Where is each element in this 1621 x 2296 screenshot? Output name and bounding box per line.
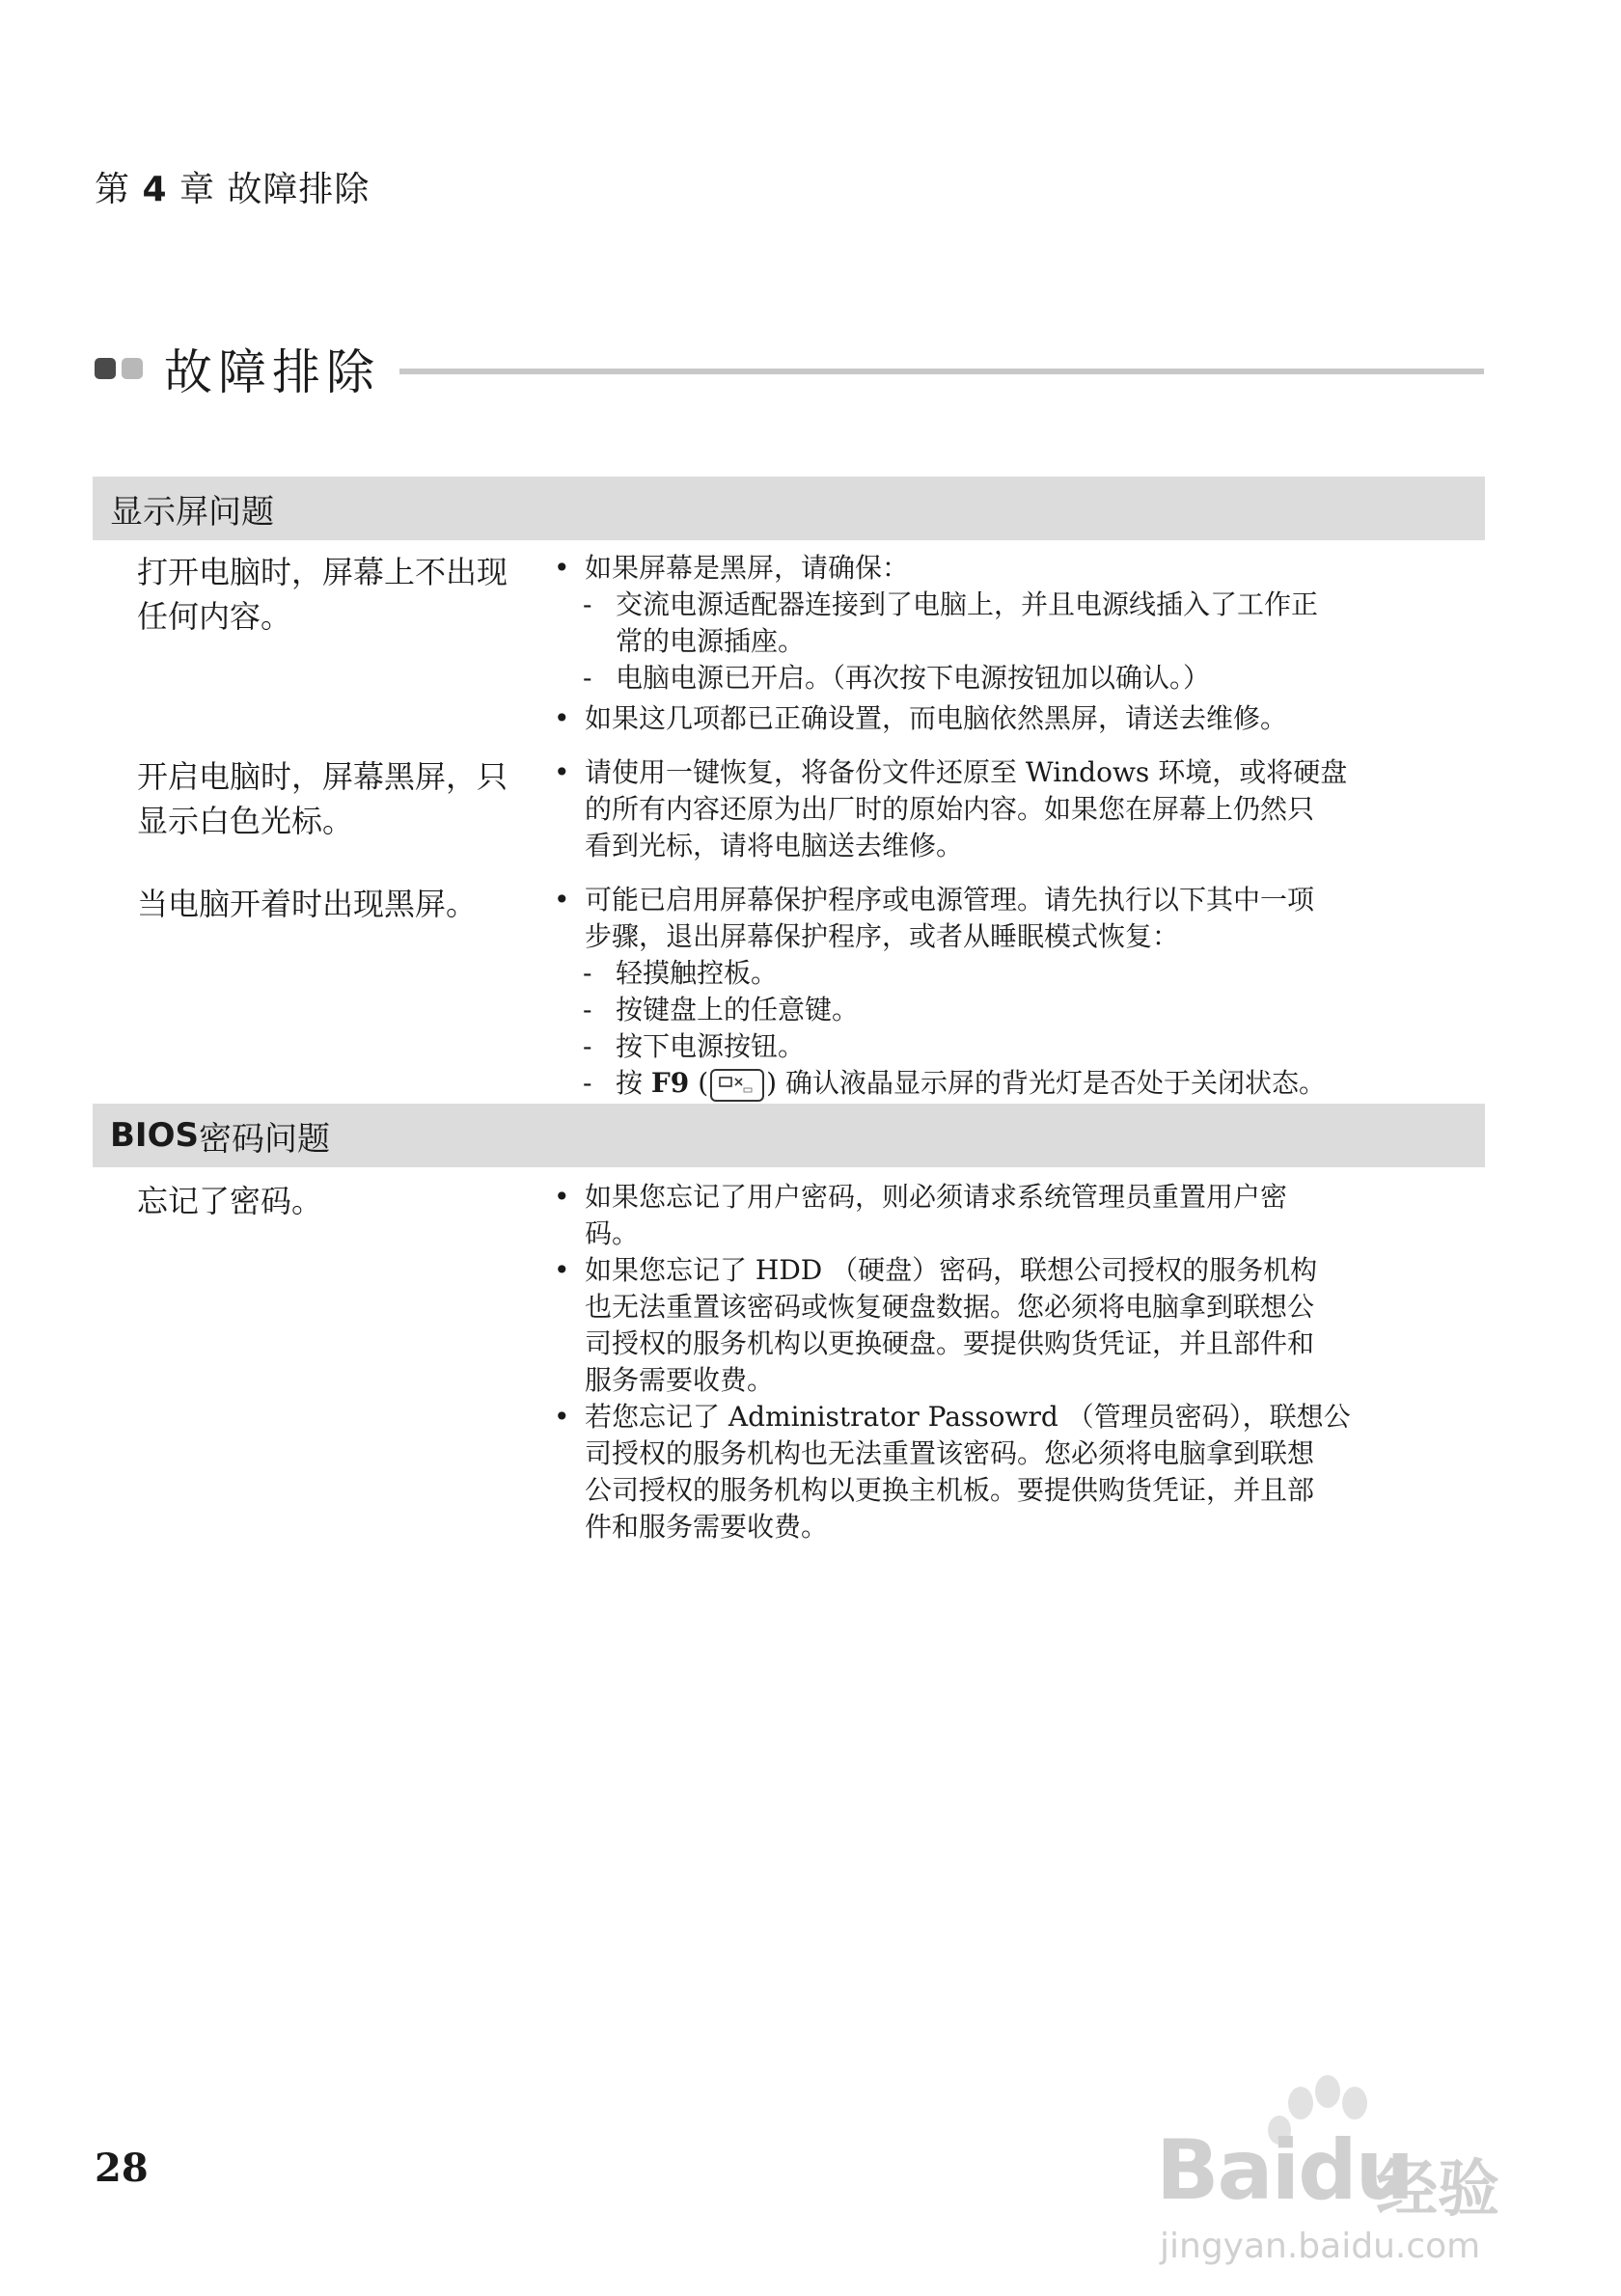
table-row <box>93 754 1485 864</box>
display-off-icon <box>710 1069 764 1102</box>
section-title <box>95 334 1484 403</box>
chapter-number: 4 <box>142 170 168 209</box>
watermark-brand-bai: Bai <box>1156 2122 1299 2219</box>
problem-line: 任何内容。 <box>137 598 292 635</box>
problem-line: 显示白色光标。 <box>137 803 354 839</box>
watermark-url: jingyan.baidu.com <box>1160 2227 1481 2266</box>
section-rule <box>399 369 1484 374</box>
subitem-line: - 按键盘上的任意键。 <box>616 994 860 1025</box>
solution-bullet <box>554 550 1485 587</box>
subitem-line: - 交流电源适配器连接到了电脑上，并且电源线插入了工作正 <box>616 588 1319 620</box>
bullet-line: 也无法重置该密码或恢复硬盘数据。您必须将电脑拿到联想公 <box>585 1291 1315 1323</box>
solution-bullet <box>554 882 1485 955</box>
problem-cell <box>93 882 554 1102</box>
bullet-line: 公司授权的服务机构以更换主机板。要提供购货凭证，并且部 <box>585 1474 1315 1506</box>
subitem-line: - 轻摸触控板。 <box>616 957 779 989</box>
baidu-watermark <box>1156 2064 1561 2277</box>
subitem-line: 常的电源插座。 <box>616 625 806 657</box>
solution-subitem-f9 <box>554 1065 1485 1102</box>
bullet-line: • 若您忘记了 Administrator Passowrd （管理员密码），联想公 <box>585 1401 1351 1433</box>
subitem-line: - 按下电源按钮。 <box>616 1030 806 1062</box>
f9-key-label: F9 <box>650 1067 690 1099</box>
f9-paren-close: ) <box>766 1067 778 1099</box>
chapter-prefix: 第 <box>95 170 131 209</box>
problem-line: 打开电脑时，屏幕上不出现 <box>137 554 508 590</box>
solution-subitem <box>554 955 1485 992</box>
f9-prefix: 按 <box>616 1067 644 1099</box>
bullet-line: 的所有内容还原为出厂时的原始内容。如果您在屏幕上仍然只 <box>585 793 1315 825</box>
category-header-bios <box>93 1104 1485 1167</box>
bullet-line: • 请使用一键恢复，将备份文件还原至 Windows 环境，或将硬盘 <box>585 756 1348 788</box>
bullet-line: • 可能已启用屏幕保护程序或电源管理。请先执行以下其中一项 <box>585 884 1315 916</box>
bullet-line: 司授权的服务机构也无法重置该密码。您必须将电脑拿到联想 <box>585 1437 1315 1469</box>
watermark-brand-du: du <box>1298 2122 1413 2219</box>
f9-paren-open: ( <box>698 1067 709 1099</box>
section-bullet-light-icon <box>122 358 143 379</box>
section-title-text: 故障排除 <box>164 344 380 400</box>
solution-cell <box>554 550 1485 737</box>
category-title: 显示屏问题 <box>110 492 274 532</box>
watermark-cn: 经验 <box>1376 2154 1499 2226</box>
problem-cell <box>93 754 554 864</box>
solution-cell <box>554 882 1485 1102</box>
problem-cell <box>93 550 554 737</box>
bullet-line: 件和服务需要收费。 <box>585 1511 829 1543</box>
solution-subitem <box>554 660 1485 697</box>
chapter-heading <box>95 162 370 211</box>
bullet-line: 司授权的服务机构以更换硬盘。要提供购货凭证，并且部件和 <box>585 1327 1315 1359</box>
page-number: 28 <box>95 2146 149 2191</box>
solution-subitem <box>554 992 1485 1028</box>
problem-line: 开启电脑时，屏幕黑屏，只 <box>137 758 508 795</box>
table-row <box>93 550 1485 737</box>
bullet-line: 看到光标，请将电脑送去维修。 <box>585 830 964 861</box>
table-row <box>93 882 1485 1102</box>
solution-subitem <box>554 587 1485 660</box>
solution-bullet <box>554 700 1485 737</box>
subitem-line: - 电脑电源已开启。（再次按下电源按钮加以确认。） <box>616 662 1211 694</box>
solution-bullet <box>554 754 1485 864</box>
category-header-display <box>93 477 1485 540</box>
category-title: 密码问题 <box>198 1119 330 1159</box>
problem-line: 当电脑开着时出现黑屏。 <box>137 886 478 922</box>
solution-subitem <box>554 1028 1485 1065</box>
bullet-line: 码。 <box>585 1217 640 1249</box>
table-row <box>93 1179 1485 1545</box>
f9-text: 确认液晶显示屏的背光灯是否处于关闭状态。 <box>784 1067 1326 1099</box>
problem-cell <box>93 1179 554 1545</box>
solution-bullet <box>554 1252 1485 1399</box>
bullet-line: 服务需要收费。 <box>585 1364 775 1396</box>
watermark-brand <box>1156 2122 1413 2219</box>
solution-cell <box>554 1179 1485 1545</box>
bullet-line: • 如果您忘记了 HDD （硬盘）密码，联想公司授权的服务机构 <box>585 1254 1318 1286</box>
bullet-text: • 如果屏幕是黑屏，请确保： <box>585 552 910 584</box>
troubleshooting-table <box>93 477 1485 1545</box>
solution-cell <box>554 754 1485 864</box>
section-bullet-dark-icon <box>95 358 116 379</box>
bullet-line: • 如果您忘记了用户密码，则必须请求系统管理员重置用户密 <box>585 1181 1288 1213</box>
category-title-bold: BIOS <box>110 1116 199 1155</box>
problem-line: 忘记了密码。 <box>137 1183 323 1219</box>
solution-bullet <box>554 1179 1485 1252</box>
bullet-text: • 如果这几项都已正确设置，而电脑依然黑屏，请送去维修。 <box>585 702 1288 734</box>
bullet-line: 步骤，退出屏幕保护程序，或者从睡眠模式恢复： <box>585 920 1180 952</box>
solution-bullet <box>554 1399 1485 1545</box>
chapter-title: 章 故障排除 <box>179 170 371 209</box>
